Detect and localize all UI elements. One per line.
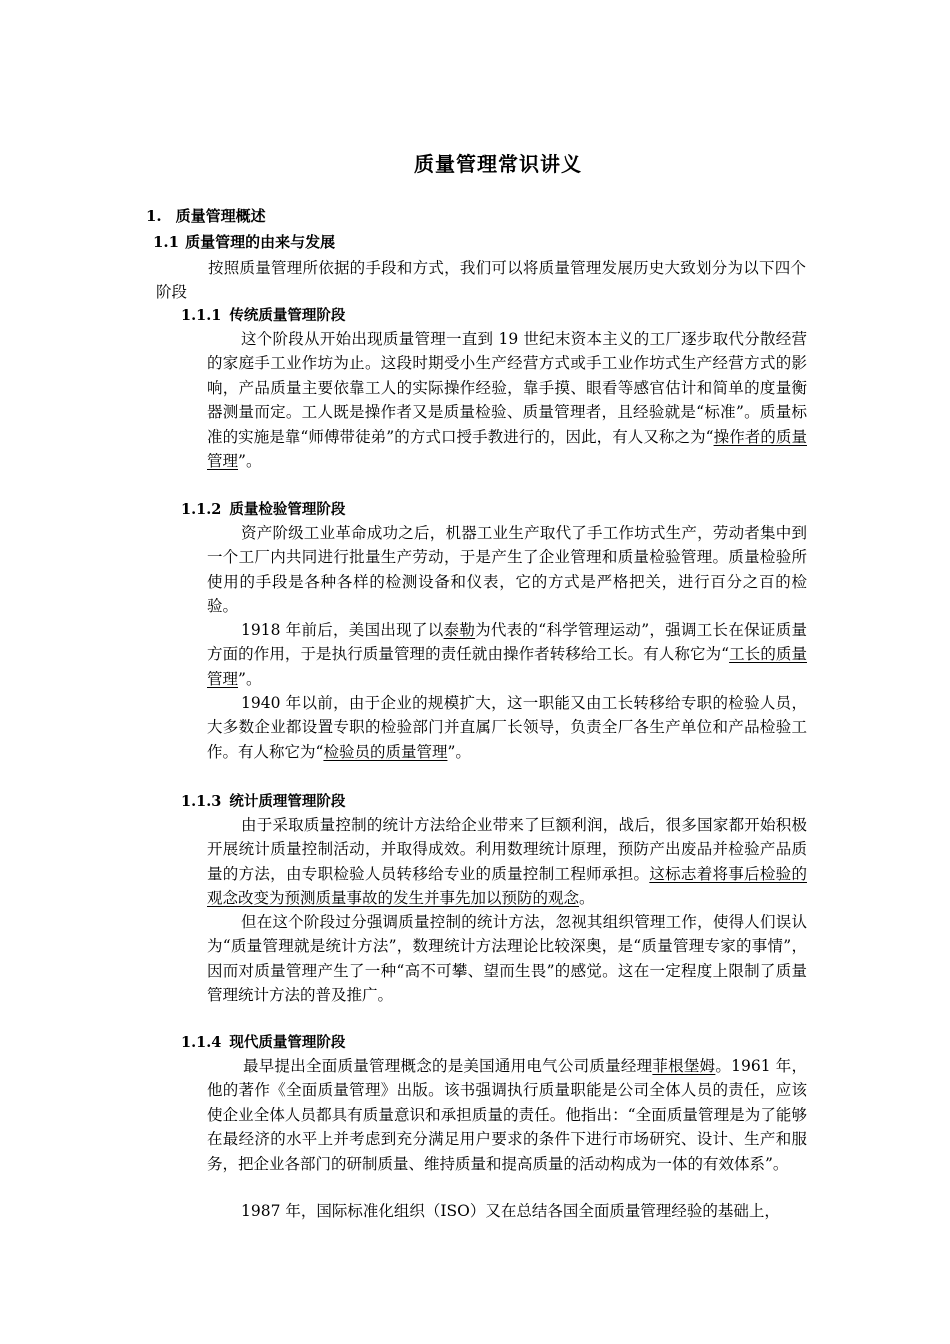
section-1-1-3-text-2: 但在这个阶段过分强调质量控制的统计方法，忽视其组织管理工作，使得人们误认为“质量管理就是统计方法”，数理统计方法理论比较深奥，是“质量管理专家的事情”，因而对质量管理产生了一种“高不可攀、望而生畏”的感觉。这在一定程度上限制了质量管理统计方法的普及推广。: [207, 913, 807, 1005]
heading-1-1-4: [181, 1031, 345, 1052]
section-1-1-2-text-2c: ”。: [238, 669, 262, 688]
section-1-1-4-paragraph-1: [207, 1054, 807, 1176]
section-1-1-3-text-1a: 由于采取质量控制的统计方法给企业带来了巨额利润，战后，很多国家都开始积极开展统计质量控制活动，并取得成效。利用数理统计原理，预防产出废品并检验产品质量的方法，由专职检验人员转移给专业的质量控制工程师承担。: [207, 816, 807, 883]
section-1-1-3-paragraph-1: [207, 813, 807, 911]
intro-paragraph: [156, 256, 806, 305]
section-1-1-2-text-3a: 1940 年以前，由于企业的规模扩大，这一职能又由工长转移给专职的检验人员，大多数企业都设置专职的检验部门并直属厂长领导，负责全厂各生产单位和产品检验工作。有人称它为“: [207, 694, 807, 761]
section-1-1-2-text-2a: 1918 年前后，美国出现了以: [241, 621, 444, 639]
heading-1-1: [153, 231, 335, 252]
section-1-1-4-text-1b: 。1961 年，他的著作《全面质量管理》出版。该书强调执行质量职能是公司全体人员的责任，应该使企业全体人员都具有质量意识和承担质量的责任。他指出：“全面质量管理是为了能够在最经济的水平上并考虑到充分满足用户要求的条件下进行市场研究、设计、生产和服务，把企业各部门的研制质量、维持质量和提高质量的活动构成为一体的有效体系”。: [207, 1057, 807, 1173]
section-1-1-2-text-3b: ”。: [447, 742, 471, 761]
heading-1-number: 1.: [146, 207, 162, 225]
heading-1-1-number: 1.1: [153, 233, 180, 251]
heading-1-1-2-text: 质量检验管理阶段: [229, 501, 346, 518]
heading-1-1-4-text: 现代质量管理阶段: [229, 1034, 346, 1051]
underlined-term-taylor: 泰勒: [443, 621, 476, 639]
heading-1-text: 质量管理概述: [175, 207, 266, 225]
heading-1-1-3: [181, 790, 345, 811]
heading-1-1-4-number: 1.1.4: [181, 1034, 222, 1051]
section-1-1-4-paragraph-2: [207, 1199, 817, 1223]
section-1-1-2-paragraph-1: [207, 521, 807, 619]
section-1-1-3-text-1b: 。: [579, 889, 595, 908]
underlined-term-inspector-qm: 检验员的质量管理: [323, 742, 448, 761]
section-1-1-2-paragraph-2: [207, 618, 807, 691]
section-1-1-4-text-2: 1987 年，国际标准化组织（ISO）又在总结各国全面质量管理经验的基础上，: [241, 1202, 780, 1220]
section-1-1-1-text: 这个阶段从开始出现质量管理一直到 19 世纪末资本主义的工厂逐步取代分散经营的家庭手工业作坊为止。这段时期受小生产经营方式或手工业作坊式生产经营方式的影响，产品质量主要依靠工人的实际操作经验，靠手摸、眼看等感官估计和简单的度量衡器测量而定。工人既是操作者又是质量检验、质量管理者，且经验就是“标准”。质量标准的实施是靠“师傅带徒弟”的方式口授手教进行的，因此，有人又称之为“: [207, 330, 807, 446]
heading-1-1-2: [181, 498, 345, 519]
section-1-1-1-paragraph: [207, 327, 807, 473]
section-1-1-1-text-end: ”。: [238, 452, 262, 471]
underlined-term-feigenbaum: 菲根堡姆: [652, 1057, 716, 1075]
underlined-term-foreman-qm: 工长的质量管理: [207, 645, 807, 688]
heading-1: [146, 205, 266, 226]
section-1-1-2-paragraph-3: [207, 691, 807, 764]
heading-1-1-1: [181, 304, 345, 325]
underlined-sentence-prevention: 这标志着将事后检验的观念改变为预测质量事故的发生并事先加以预防的观念: [207, 864, 807, 908]
underlined-term-operator-qm: 操作者的质量管理: [207, 427, 807, 471]
heading-1-1-3-number: 1.1.3: [181, 793, 222, 810]
section-1-1-2-text-2b: 为代表的“科学管理运动”，强调工长在保证质量方面的作用，于是执行质量管理的责任就由操作者转移给工长。有人称它为“: [207, 621, 807, 664]
intro-text: 按照质量管理所依据的手段和方式，我们可以将质量管理发展历史大致划分为以下四个阶段: [156, 259, 806, 302]
section-1-1-3-paragraph-2: [207, 910, 807, 1008]
heading-1-1-1-number: 1.1.1: [181, 307, 222, 324]
section-1-1-4-text-1a: 最早提出全面质量管理概念的是美国通用电气公司质量经理: [243, 1057, 653, 1075]
heading-1-1-text: 质量管理的由来与发展: [185, 233, 336, 251]
heading-1-1-1-text: 传统质量管理阶段: [229, 307, 346, 324]
section-1-1-2-text-1: 资产阶级工业革命成功之后，机器工业生产取代了手工作坊式生产，劳动者集中到一个工厂内共同进行批量生产劳动，于是产生了企业管理和质量检验管理。质量检验所使用的手段是各种各样的检测设备和仪表，它的方式是严格把关，进行百分之百的检验。: [207, 524, 807, 616]
heading-1-1-3-text: 统计质理管理阶段: [229, 793, 346, 810]
heading-1-1-2-number: 1.1.2: [181, 501, 222, 518]
document-title: 质量管理常识讲义: [414, 152, 582, 176]
